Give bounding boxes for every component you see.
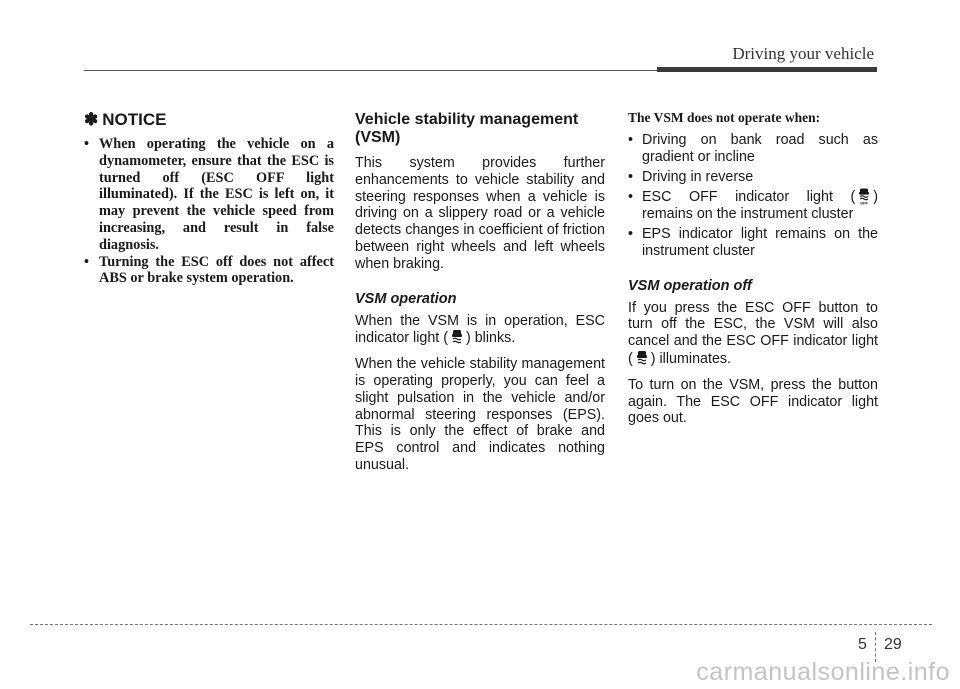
notice-heading — [84, 110, 334, 130]
section-title: Vehicle stability management (VSM) — [355, 111, 579, 146]
vsm-operation-p1: When the VSM is in operation, ESC indicator light ( ) blinks. — [355, 312, 605, 347]
notice-star-icon: ✽ — [84, 110, 99, 129]
list-item: • Driving on bank road such as gradient or incline — [628, 132, 878, 165]
header-rule — [84, 70, 660, 71]
off-label: OFF — [860, 200, 869, 206]
vsm-intro: This system provides further enhancements to vehicle stability and steering responses when a vehicle is driving on a slippery road or a vehicle detects changes in coefficient of friction between right wheels and left wheels when braking. — [355, 155, 605, 272]
not-operate-list — [628, 132, 878, 260]
header-rule-thick — [657, 67, 877, 72]
list-item: • ESC OFF indicator light ( OFF ) remains on the instrument cluster — [628, 189, 878, 223]
notice-title: NOTICE — [102, 110, 167, 129]
notice-item: • When operating the vehicle on a dynamometer, ensure that the ESC is turned off (ESC OFF light illuminated). If the ESC is left on, it may prevent the vehicle speed from increasing, and result in false diagnosis. — [84, 136, 334, 253]
vsm-operation-off-p1: If you press the ESC OFF button to turn off the ESC, the VSM will also cancel and the ESC OFF indicator light ( ) illuminates. — [628, 299, 878, 367]
vsm-operation-p2: When the vehicle stability management is operating properly, you can feel a slight pulsation in the vehicle and/or abnormal steering responses (EPS). This is only the effect of brake and EPS control and indicates nothing unusual. — [355, 356, 605, 473]
vsm-section — [355, 110, 605, 483]
list-item: • EPS indicator light remains on the instrument cluster — [628, 225, 878, 259]
footer-rule — [30, 624, 932, 625]
not-operate-heading: The VSM does not operate when: — [628, 110, 821, 125]
notice-list — [84, 136, 334, 287]
notice-box — [84, 110, 334, 287]
list-item: • Driving in reverse — [628, 168, 754, 185]
vsm-operation-off-heading: VSM operation off — [628, 277, 752, 294]
vsm-operation-off-p2: To turn on the VSM, press the button again. The ESC OFF indicator light goes out. — [628, 376, 878, 427]
vsm-conditions-section — [628, 110, 878, 436]
watermark[interactable]: carmanualsonline.info — [696, 658, 950, 686]
chapter-number: 5 — [858, 636, 867, 653]
esc-indicator-icon — [635, 350, 649, 367]
notice-item: • Turning the ESC off does not affect ABS or brake system operation. — [84, 253, 334, 287]
vsm-operation-heading: VSM operation — [355, 290, 457, 307]
esc-off-indicator-icon — [857, 188, 871, 205]
esc-indicator-icon — [450, 329, 464, 346]
header-title: Driving your vehicle — [732, 44, 874, 63]
page-number: 29 — [884, 636, 902, 653]
